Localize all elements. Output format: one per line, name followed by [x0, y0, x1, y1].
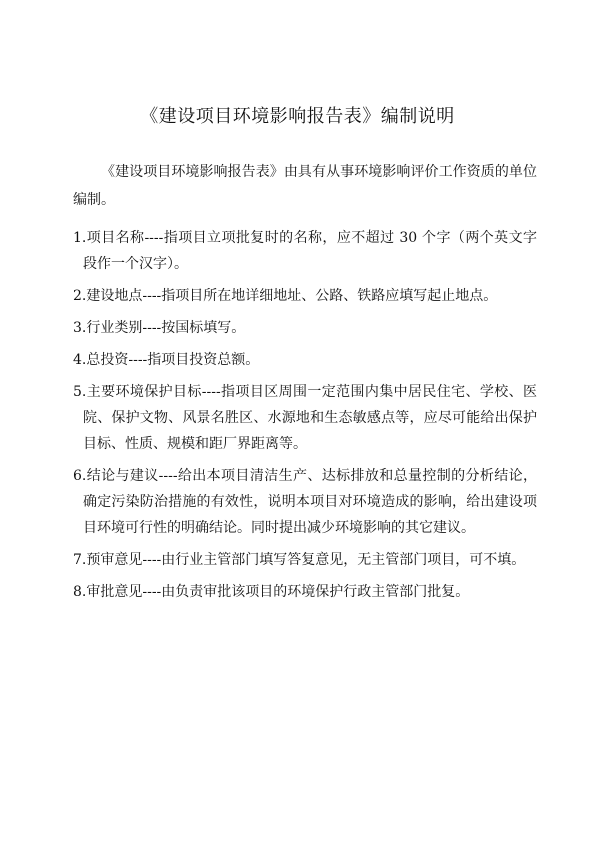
- list-item: 3.行业类别----按国标填写。: [73, 320, 246, 336]
- intro-paragraph: 《建设项目环境影响报告表》由具有从事环境影响评价工作资质的单位编制。: [73, 164, 537, 208]
- document-title: 《建设项目环境影响报告表》编制说明: [140, 106, 455, 127]
- instruction-list: [73, 225, 537, 611]
- list-item: 5.主要环境保护目标----指项目区周围一定范围内集中居民住宅、学校、医院、保护文物、风景名胜区、水源地和生态敏感点等，应尽可能给出保护目标、性质、规模和距厂界距离等。: [73, 384, 537, 452]
- list-item: 4.总投资----指项目投资总额。: [73, 352, 260, 368]
- list-item: 8.审批意见----由负责审批该项目的环境保护行政主管部门批复。: [73, 584, 470, 600]
- list-item: 1.项目名称----指项目立项批复时的名称，应不超过 30 个字（两个英文字段作一个汉字）。: [73, 230, 537, 272]
- list-item: 7.预审意见----由行业主管部门填写答复意见，无主管部门项目，可不填。: [73, 552, 526, 568]
- list-item: 2.建设地点----指项目所在地详细地址、公路、铁路应填写起止地点。: [73, 288, 498, 304]
- list-item: 6.结论与建议----给出本项目清洁生产、达标排放和总量控制的分析结论，确定污染防治措施的有效性，说明本项目对环境造成的影响，给出建设项目环境可行性的明确结论。同时提出减少环境影响的其它建议。: [73, 468, 537, 536]
